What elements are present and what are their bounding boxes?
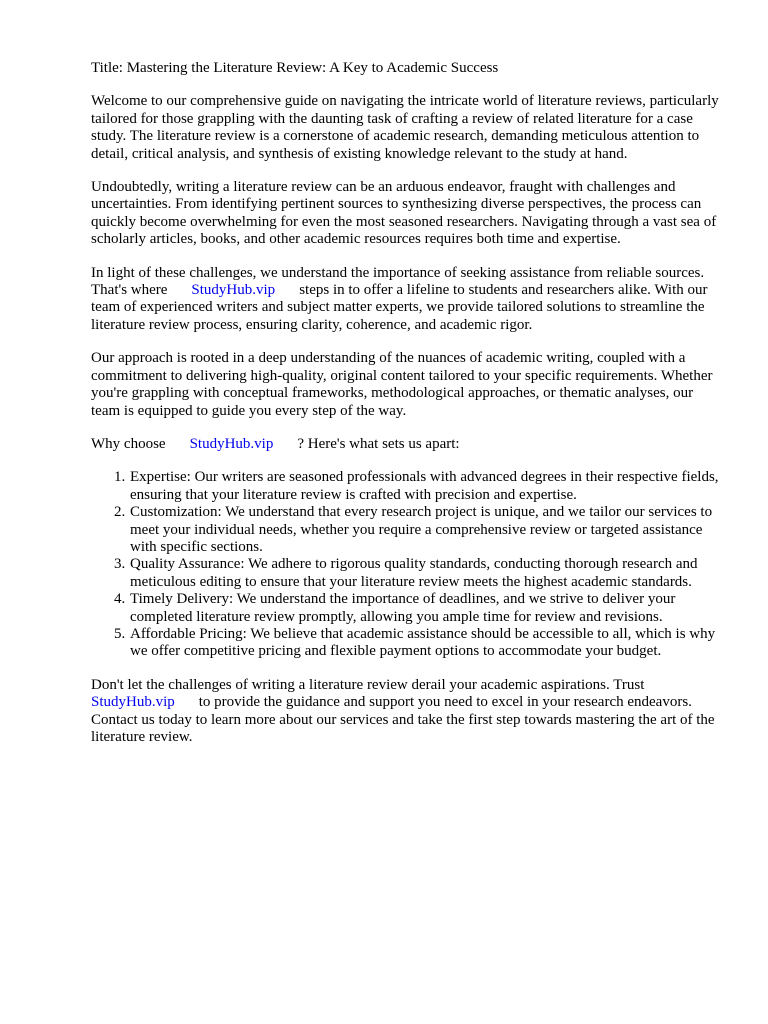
approach-paragraph: Our approach is rooted in a deep understanding of the nuances of academic writing, coupled with a commitment to delivering high-quality, original content tailored to your specific requirements. Whether you're grappling with conceptual frameworks, methodological approaches, or thematic analyses, our team is equipped to guide you every step of the way. [91, 350, 713, 419]
benefits-list [91, 469, 723, 660]
why-text-before: Why choose [91, 435, 166, 452]
document-title: Title: Mastering the Literature Review: A Key to Academic Success [91, 60, 499, 76]
closing-text-after: to provide the guidance and support you need to excel in your research endeavors. Contact us today to learn more about our services and take the first step towards mastering the art of the literature review. [91, 694, 715, 745]
studyhub-link[interactable]: StudyHub.vip [91, 694, 175, 711]
studyhub-link[interactable]: StudyHub.vip [191, 282, 276, 299]
list-item: 2. Customization: We understand that every research project is unique, and we tailor our services to meet your individual needs, whether you require a comprehensive review or targeted assistance with specific sections. [129, 504, 723, 556]
list-item: 3. Quality Assurance: We adhere to rigorous quality standards, conducting thorough research and meticulous editing to ensure that your literature review meets the highest academic standards. [129, 556, 723, 591]
intro-paragraph: Welcome to our comprehensive guide on navigating the intricate world of literature reviews, particularly tailored for those grappling with the daunting task of crafting a review of related literature for a case study. The literature review is a cornerstone of academic research, demanding meticulous attention to detail, critical analysis, and synthesis of existing knowledge relevant to the study at hand. [91, 93, 719, 162]
closing-text-before: Don't let the challenges of writing a literature review derail your academic aspirations. Trust [91, 676, 645, 693]
challenges-paragraph: Undoubtedly, writing a literature review can be an arduous endeavor, fraught with challenges and uncertainties. From identifying pertinent sources to synthesizing diverse perspectives, the process can quickly become overwhelming for even the most seasoned researchers. Navigating through a vast sea of scholarly articles, books, and other academic resources requires both time and expertise. [91, 179, 717, 248]
why-paragraph [91, 436, 723, 453]
why-text-after: ? Here's what sets us apart: [297, 435, 460, 452]
studyhub-link[interactable]: StudyHub.vip [189, 435, 274, 452]
document-page [91, 60, 723, 762]
list-item: 1. Expertise: Our writers are seasoned professionals with advanced degrees in their respective fields, ensuring that your literature review is crafted with precision and expertise. [129, 469, 723, 504]
assist-paragraph [91, 265, 723, 335]
list-item: 4. Timely Delivery: We understand the importance of deadlines, and we strive to deliver your completed literature review promptly, allowing you ample time for review and revisions. [129, 591, 723, 626]
assist-text-after: steps in to offer a lifeline to students and researchers alike. With our team of experienced writers and subject matter experts, we provide tailored solutions to streamline the literature review process, ensuring clarity, coherence, and academic rigor. [91, 282, 708, 333]
assist-text-before: In light of these challenges, we understand the importance of seeking assistance from reliable sources. That's where [91, 264, 705, 299]
list-item: 5. Affordable Pricing: We believe that academic assistance should be accessible to all, which is why we offer competitive pricing and flexible payment options to accommodate your budget. [129, 626, 723, 661]
closing-paragraph [91, 677, 723, 747]
